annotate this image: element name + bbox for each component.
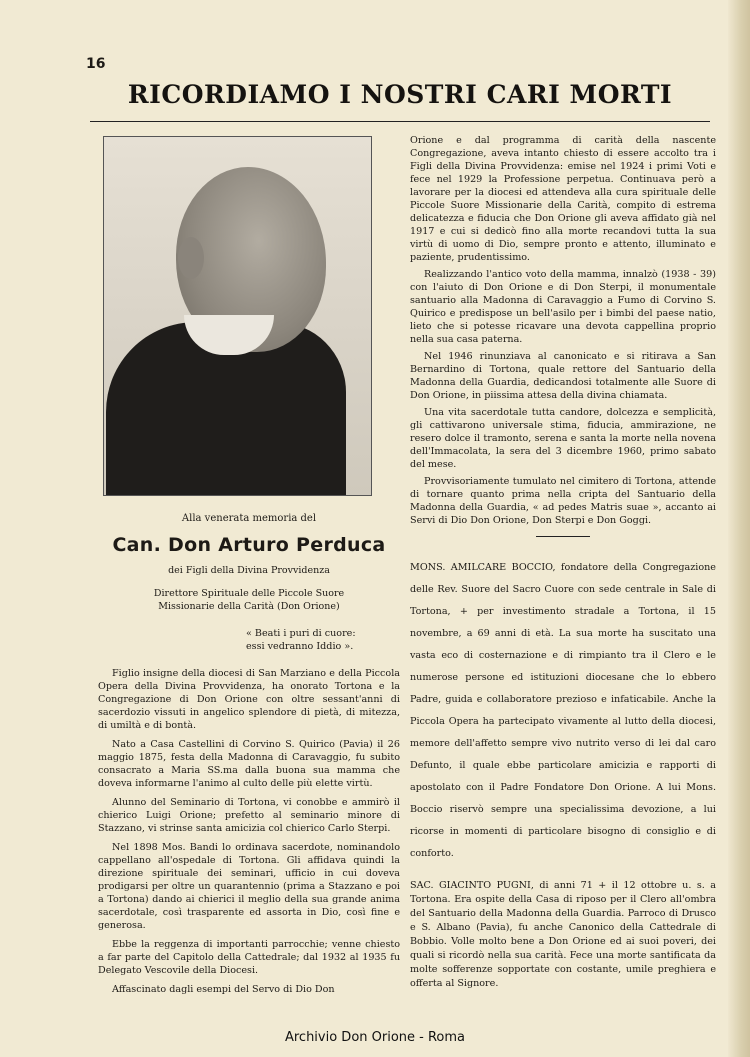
beatitude-quote-line-2: essi vedranno Iddio ».: [246, 641, 354, 652]
section-separator: [536, 536, 590, 537]
page-headline: RICORDIAMO I NOSTRI CARI MORTI: [127, 80, 673, 109]
beatitude-quote-line-1: « Beati i puri di cuore:: [246, 628, 356, 639]
left-paragraph: Alunno del Seminario di Tortona, vi conobbe e ammirò il chierico Luigi Orione; prefetto al seminario minore di Stazzano, vi strinse santa amicizia col chierico Carlo Sterpi.: [98, 797, 400, 834]
obituary-pugni: SAC. GIACINTO PUGNI, di anni 71 + il 12 ottobre u. s. a Tortona. Era ospite della Casa di riposo per il Clero all'ombra del Santuario della Madonna della Guardia. Parroco di Drusco e S. Albano (Pavia), fu anche Canonico della Cattedrale di Bobbio. Volle molto bene a Don Orione ed ai suoi poveri, dei quali si ricordò nella sua carità. Fece una morte santificata da molte sofferenze sopportate con costante, umile preghiera e offerta al Signore.: [410, 880, 716, 989]
left-paragraph: Ebbe la reggenza di importanti parrocchie; venne chiesto a far parte del Capitolo della Cattedrale; dal 1932 al 1935 fu Delegato Vescovile della Diocesi.: [98, 939, 400, 976]
right-paragraph: Realizzando l'antico voto della mamma, innalzò (1938 - 39) con l'aiuto di Don Orione e di Don Sterpi, il monumentale santuario alla Madonna di Caravaggio a Fumo di Corvino S. Quirico e predispose un bell'asilo per i bimbi del paese natio, lieto che si potesse ricavare una devota cappellina proprio nella sua casa paterna.: [410, 269, 716, 345]
right-column: [410, 134, 716, 991]
obituary-boccio: MONS. AMILCARE BOCCIO, fondatore della Congregazione delle Rev. Suore del Sacro Cuore con sede centrale in Sale di Tortona, + per investimento stradale a Tortona, il 15 novembre, a 69 anni di età. La sua morte ha suscitato una vasta eco di costernazione e di rimpianto tra il Clero e le numerose persone ed istituzioni diocesane che lo ebbero Padre, guida e collaboratore prezioso e infaticabile. Anche la Piccola Opera ha partecipato vivamente al lutto della diocesi, memore dell'affetto sempre vivo nutrito verso di lei dal caro Defunto, il quale ebbe particolare amicizia e rapporti di apostolato con il Padre Fondatore Don Orione. A lui Mons. Boccio riservò sempre una specialissima devozione, a lui ricorse in momenti di particolare bisogno di consiglio e di conforto.: [410, 562, 716, 859]
portrait-ear: [178, 237, 204, 279]
left-column: [98, 136, 400, 996]
left-paragraph: Nel 1898 Mos. Bandi lo ordinava sacerdote, nominandolo cappellano all'ospedale di Tortona. Gli affidava quindi la direzione spirituale dei seminari, ufficio in cui doveva prodigarsi per oltre un quarantennio (prima a Stazzano e poi a Tortona) dando ai chierici il meglio della sua grande anima sacerdotale, così trasparente ed assorta in Dio, così fine e generosa.: [98, 842, 400, 931]
caption-role-1: Direttore Spirituale delle Piccole Suore: [153, 588, 345, 599]
right-paragraph: Nel 1946 rinunziava al canonicato e si ritirava a San Bernardino di Tortona, quale rettore del Santuario della Madonna della Guardia, dedicandosi totalmente alle Suore di Don Orione, in piissima attesa della divina chiamata.: [410, 351, 716, 401]
portrait-photo: [103, 136, 372, 496]
left-paragraph: Nato a Casa Castellini di Corvino S. Quirico (Pavia) il 26 maggio 1875, festa della Madonna di Caravaggio, fu subito consacrato a Maria SS.ma dalla buona sua mamma che doveva informarne l'animo al culto delle più elette virtù.: [98, 739, 400, 789]
caption-congregation: dei Figli della Divina Provvidenza: [168, 565, 330, 576]
left-paragraph: Figlio insigne della diocesi di San Marziano e della Piccola Opera della Divina Provvidenza, ha onorato Tortona e la Congregazione di Don Orione con oltre sessant'anni di sacerdozio vissuti in angelico splendore di pietà, di mitezza, di umiltà e di bontà.: [98, 668, 400, 731]
left-paragraph: Affascinato dagli esempi del Servo di Dio Don: [112, 984, 335, 995]
page-number: 16: [86, 56, 106, 72]
right-paragraph: Provvisoriamente tumulato nel cimitero di Tortona, attende di tornare quanto prima nella cripta del Santuario della Madonna della Guardia, « ad pedes Matris suae », accanto ai Servi di Dio Don Orione, Don Sterpi e Don Goggi.: [410, 476, 716, 526]
caption-name: Can. Don Arturo Perduca: [112, 534, 386, 556]
right-paragraph: Una vita sacerdotale tutta candore, dolcezza e semplicità, gli cattivarono universale stima, fiducia, ammirazione, ne resero dolce il tramonto, serena e santa la morte nella novena dell'Immacolata, la sera del 3 dicembre 1960, primo sabato del mese.: [410, 407, 716, 470]
caption-dedication: Alla venerata memoria del: [181, 513, 317, 524]
page-edge-shadow: [728, 0, 750, 1057]
archive-footer: Archivio Don Orione - Roma: [284, 1030, 466, 1045]
headline-rule: [90, 121, 710, 122]
caption-role-2: Missionarie della Carità (Don Orione): [158, 601, 340, 612]
right-paragraph: Orione e dal programma di carità della nascente Congregazione, aveva intanto chiesto di essere accolto tra i Figli della Divina Provvidenza: emise nel 1924 i primi Voti e fece nel 1929 la Professione perpetua. Continuava però a lavorare per la diocesi ed attendeva alla cura spirituale delle Piccole Suore Missionarie della Carità, compito di estrema delicatezza e fiducia che Don Orione gli aveva affidato già nel 1917 e cui si dedicò fino alla morte recandovi tutta la sua virtù di uomo di Dio, sempre pronto e attento, illuminato e paziente, prudentissimo.: [410, 135, 716, 263]
